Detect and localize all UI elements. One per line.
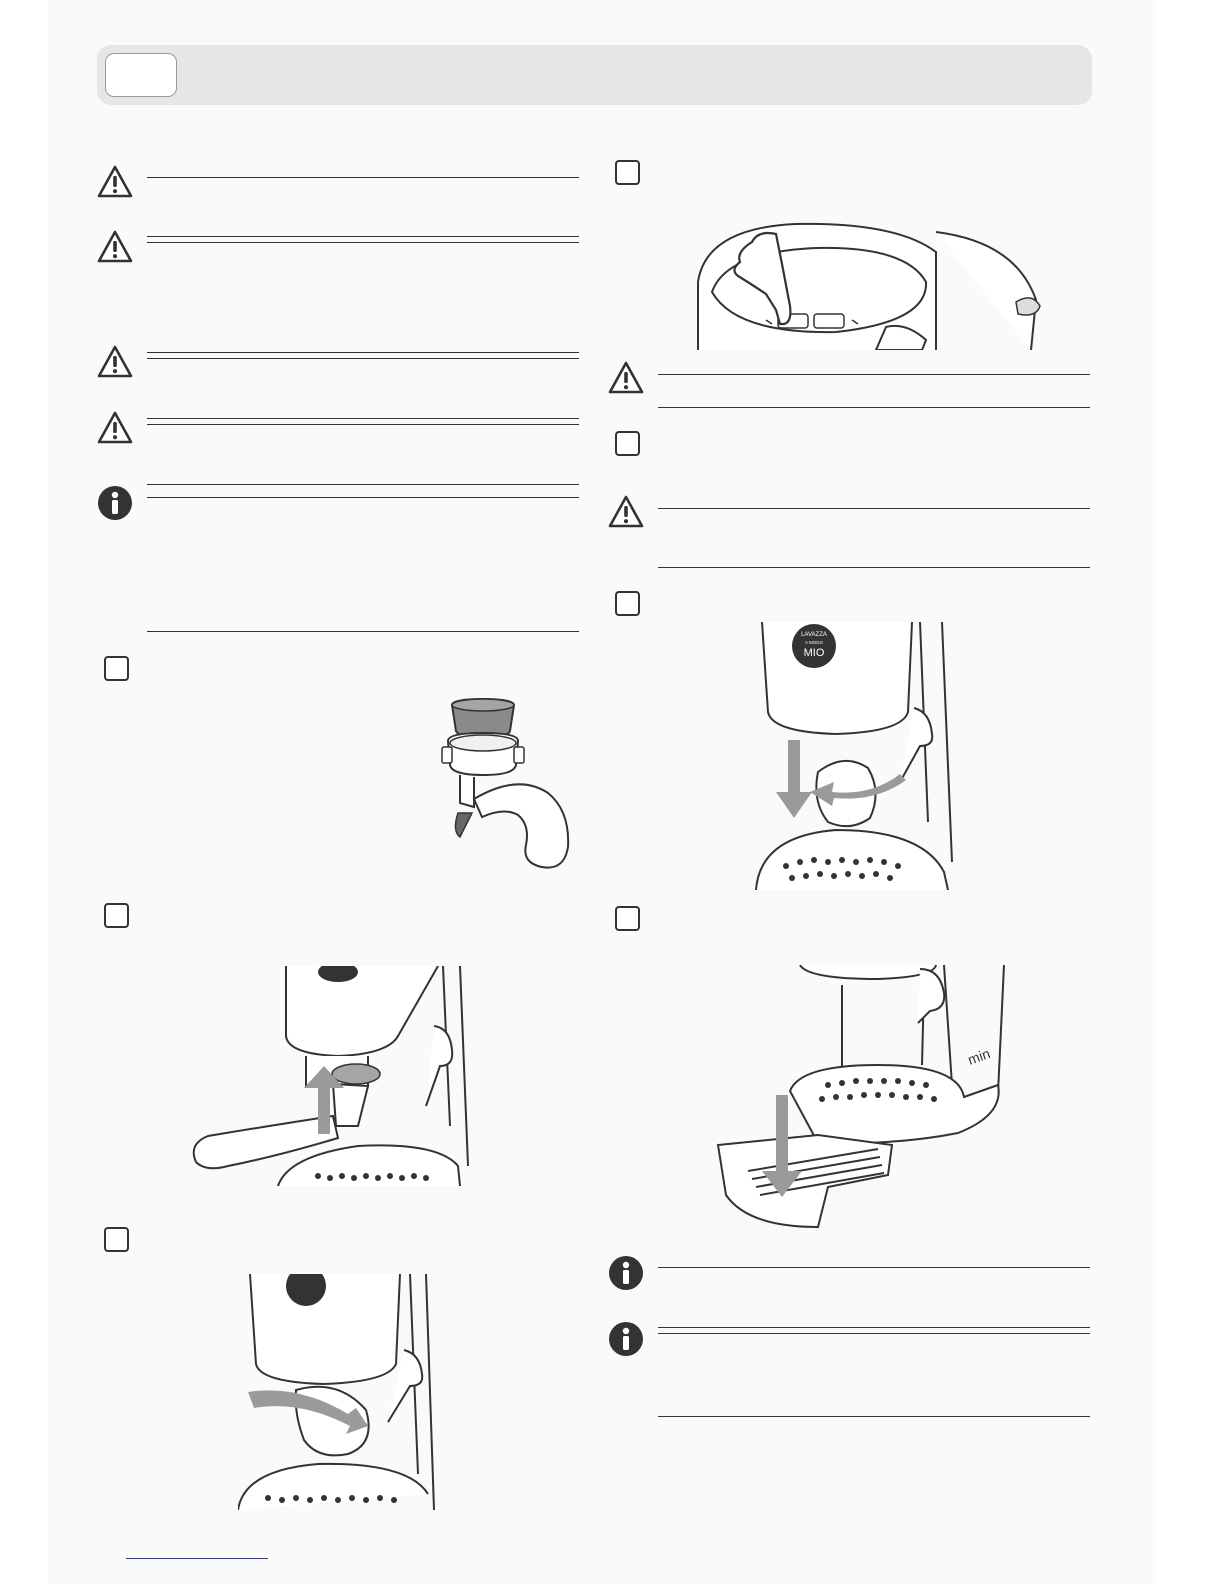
note-rule xyxy=(658,1267,1090,1268)
section-number-tab xyxy=(105,53,177,97)
step-number-box xyxy=(615,160,640,185)
warning-rule xyxy=(658,407,1090,408)
warning-rule xyxy=(147,177,579,178)
capsule-holder-illustration xyxy=(438,695,573,875)
lid-button-illustration xyxy=(696,222,1041,350)
note-rule xyxy=(147,497,579,498)
footer-link-underline[interactable] xyxy=(126,1558,268,1559)
warning-icon xyxy=(97,344,133,380)
warning-rule xyxy=(658,567,1090,568)
warning-rule xyxy=(658,374,1090,375)
model-label: MIO xyxy=(803,647,825,659)
step-number-box xyxy=(104,656,129,681)
rotate-holder-illustration xyxy=(238,1274,448,1510)
warning-rule xyxy=(147,242,579,243)
info-icon xyxy=(608,1321,644,1357)
warning-icon xyxy=(608,360,644,396)
step-number-box xyxy=(104,1227,129,1252)
warning-rule xyxy=(147,236,579,237)
info-icon xyxy=(97,485,133,521)
warning-rule xyxy=(658,508,1090,509)
lock-machine-illustration xyxy=(752,622,957,890)
section-header-bar xyxy=(97,45,1092,105)
step-number-box xyxy=(104,903,129,928)
warning-icon xyxy=(608,494,644,530)
note-rule xyxy=(658,1327,1090,1328)
note-rule xyxy=(147,484,579,485)
min-marking: min xyxy=(965,1045,993,1068)
warning-icon xyxy=(97,164,133,200)
step-number-box xyxy=(615,431,640,456)
step-number-box xyxy=(615,591,640,616)
brand-sub-label: A MODO xyxy=(804,640,824,645)
warning-rule xyxy=(147,418,579,419)
step-number-box xyxy=(615,906,640,931)
warning-rule xyxy=(147,358,579,359)
warning-rule xyxy=(147,352,579,353)
note-rule xyxy=(658,1333,1090,1334)
insert-holder-illustration xyxy=(188,966,473,1186)
warning-icon xyxy=(97,410,133,446)
warning-rule xyxy=(147,424,579,425)
warning-icon xyxy=(97,229,133,265)
note-rule xyxy=(658,1416,1090,1417)
brand-label: LAVAZZA xyxy=(801,632,827,638)
info-icon xyxy=(608,1255,644,1291)
drip-tray-illustration xyxy=(708,965,1008,1233)
note-rule xyxy=(147,631,579,632)
